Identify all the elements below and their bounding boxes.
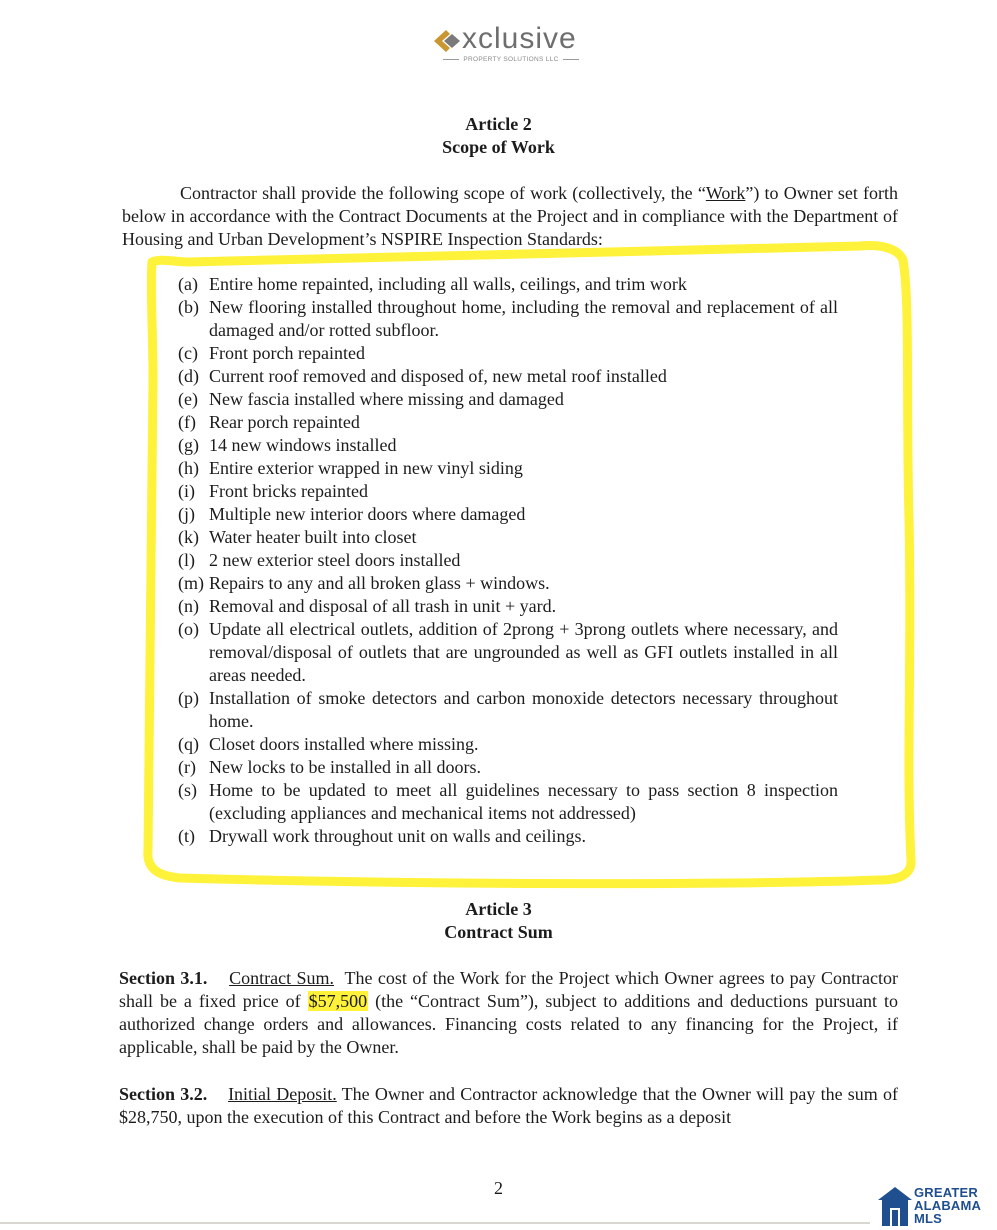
scope-item	[178, 779, 838, 825]
scope-item-marker: (o)	[178, 619, 199, 639]
scope-item-text: Home to be updated to meet all guidelines necessary to pass section 8 inspection (excluding appliances and mechanical items not addressed)	[209, 780, 838, 823]
scope-item-text: Update all electrical outlets, addition of 2prong + 3prong outlets where necessary, and removal/disposal of outlets that are ungrounded as well as GFI outlets installed in all areas needed.	[209, 619, 838, 685]
scope-item-marker: (i)	[178, 481, 195, 501]
scope-item	[178, 480, 838, 503]
scope-item	[178, 457, 838, 480]
mls-line-1: GREATER	[914, 1185, 978, 1200]
scope-item-text: Front bricks repainted	[209, 481, 368, 501]
scope-item-text: Front porch repainted	[209, 343, 365, 363]
scope-item	[178, 618, 838, 687]
scope-item-text: New fascia installed where missing and damaged	[209, 389, 564, 409]
section-3-1-text-after: (the “Contract Sum”), subject to additions and deductions pursuant to authorized change orders and allowances. Financing costs related to any financing for the Project, if applicable, shall be paid by the Owner.	[119, 991, 899, 1057]
scope-item-marker: (d)	[178, 366, 199, 386]
intro-work-term: Work	[705, 183, 746, 203]
diamond-logo-icon	[430, 26, 464, 56]
section-3-2-text: The Owner and Contractor acknowledge that the Owner will pay the sum of $28,750, upon the execution of this Contract and before the Work begins as a deposit	[119, 1084, 899, 1127]
scope-item	[178, 388, 838, 411]
scope-item-text: Installation of smoke detectors and carbon monoxide detectors necessary throughout home.	[209, 688, 838, 731]
scope-of-work-list	[178, 273, 838, 848]
scope-item-marker: (s)	[178, 780, 197, 800]
scope-item-text: Entire home repainted, including all walls, ceilings, and trim work	[209, 274, 687, 294]
scope-item-text: Drywall work throughout unit on walls and ceilings.	[209, 826, 586, 846]
house-logo-icon	[877, 1186, 913, 1230]
scope-item-marker: (j)	[178, 504, 195, 524]
scope-intro-paragraph	[122, 182, 898, 251]
scope-item	[178, 825, 838, 848]
scope-item-marker: (n)	[178, 596, 199, 616]
section-3-2-label: Section 3.2.	[119, 1084, 208, 1104]
scope-item	[178, 595, 838, 618]
scope-item-marker: (h)	[178, 458, 199, 478]
scope-item-marker: (e)	[178, 389, 198, 409]
scope-item	[178, 296, 838, 342]
scope-item-text: Current roof removed and disposed of, new metal roof installed	[209, 366, 667, 386]
article-2-title: Article 2	[465, 114, 532, 134]
scope-item-marker: (b)	[178, 297, 199, 317]
scope-item-marker: (r)	[178, 757, 196, 777]
intro-text-after: ”) to Owner set forth below in accordance with the Contract Documents at the Project and in compliance with the Department of Housing and Urban Development’s NSPIRE Inspection Standards:	[122, 183, 899, 249]
section-3-1-label: Section 3.1.	[119, 968, 208, 988]
scope-item	[178, 549, 838, 572]
logo-wordmark: xclusive	[462, 22, 577, 55]
section-3-2-heading: Initial Deposit.	[228, 1084, 337, 1104]
scope-item	[178, 503, 838, 526]
scope-item-marker: (k)	[178, 527, 199, 547]
scope-item-marker: (g)	[178, 435, 199, 455]
greater-alabama-mls-watermark	[877, 1186, 997, 1230]
section-3-1-paragraph	[119, 967, 898, 1059]
intro-text-before: Contractor shall provide the following scope of work (collectively, the “	[180, 183, 706, 203]
section-3-1-text-before: The cost of the Work for the Project which Owner agrees to pay Contractor shall be a fixed price of	[119, 968, 899, 1011]
contract-sum-amount: $57,500	[308, 991, 368, 1011]
scope-item	[178, 687, 838, 733]
mls-line-3: MLS	[914, 1211, 943, 1226]
scope-item-text: Removal and disposal of all trash in unit + yard.	[209, 596, 557, 616]
mls-line-2: ALABAMA	[914, 1198, 982, 1213]
scope-item-text: Multiple new interior doors where damaged	[209, 504, 526, 524]
scope-item-marker: (q)	[178, 734, 199, 754]
scope-item-marker: (l)	[178, 550, 195, 570]
scope-item-text: Entire exterior wrapped in new vinyl siding	[209, 458, 523, 478]
scope-item-text: Rear porch repainted	[209, 412, 360, 432]
scope-item-marker: (c)	[178, 343, 198, 363]
scope-item-text: Repairs to any and all broken glass + windows.	[209, 573, 550, 593]
scope-item	[178, 756, 838, 779]
scope-item	[178, 526, 838, 549]
scope-item	[178, 411, 838, 434]
scope-item-text: Closet doors installed where missing.	[209, 734, 479, 754]
scope-item-marker: (m)	[178, 573, 204, 593]
section-3-2-paragraph	[119, 1083, 898, 1129]
scope-item	[178, 365, 838, 388]
article-2-subtitle: Scope of Work	[442, 137, 555, 157]
scope-item-marker: (a)	[178, 274, 198, 294]
scope-item-marker: (f)	[178, 412, 196, 432]
scope-item	[178, 273, 838, 296]
section-3-1-heading: Contract Sum.	[229, 968, 335, 988]
scope-item-marker: (t)	[178, 826, 195, 846]
scope-item	[178, 342, 838, 365]
scope-item-text: New locks to be installed in all doors.	[209, 757, 481, 777]
article-3-title: Article 3	[465, 899, 532, 919]
article-3-subtitle: Contract Sum	[444, 922, 553, 942]
company-logo	[430, 20, 590, 70]
mls-wordmark	[914, 1186, 981, 1225]
scope-item-text: 14 new windows installed	[209, 435, 397, 455]
scope-item	[178, 572, 838, 595]
scope-item	[178, 434, 838, 457]
page-bottom-edge	[0, 1222, 870, 1224]
scope-item	[178, 733, 838, 756]
scope-item-text: 2 new exterior steel doors installed	[209, 550, 461, 570]
logo-tagline: PROPERTY SOLUTIONS LLC	[436, 56, 586, 63]
scope-item-text: New flooring installed throughout home, including the removal and replacement of all damaged and/or rotted subfloor.	[209, 297, 838, 340]
scope-item-marker: (p)	[178, 688, 199, 708]
page-number: 2	[494, 1178, 503, 1198]
scope-item-text: Water heater built into closet	[209, 527, 417, 547]
